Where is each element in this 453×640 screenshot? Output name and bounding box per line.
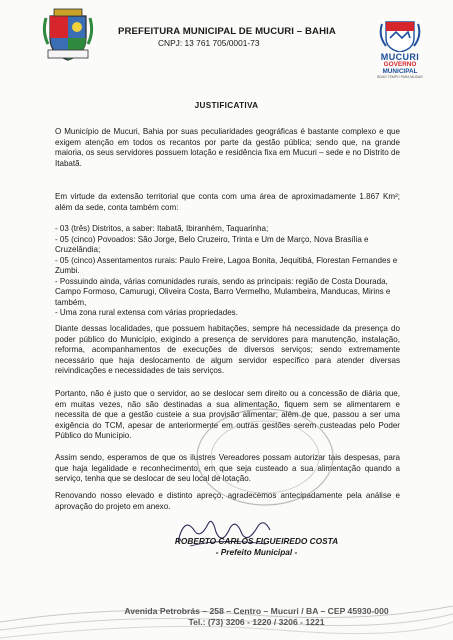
list-item: - 05 (cinco) Assentamentos rurais: Paulo Freire, Lagoa Bonita, Jequitibá, Florestan Fernandes e Zumbi. — [55, 255, 398, 275]
government-logo — [360, 18, 440, 78]
footer-phone: Tel.: (73) 3206 - 1220 / 3206 - 1221 — [188, 617, 325, 627]
header-title: PREFEITURA MUNICIPAL DE MUCURI – BAHIA — [118, 26, 336, 37]
document-title: JUSTIFICATIVA — [194, 101, 259, 110]
paragraph-3: Diante dessas localidades, que possuem habitações, sempre há necessidade da presença do poder público do Município, exigindo a presença de servidores para manutenção, instalação, reforma, acompanhamentos de execuções de diversos serviços; sendo extremamente necessário que haja deslocamento de algum servidor específico para atender diversas reivindicações e necessidades de tais serviços. — [55, 324, 400, 375]
signatory-role: - Prefeito Municipal - — [215, 547, 298, 557]
header-cnpj: CNPJ: 13 761 705/0001-73 — [158, 38, 260, 48]
paragraph-1: O Município de Mucuri, Bahia por suas peculiaridades geográficas é bastante complexo e que exigem atenção em todos os recantos por parte da gestão pública; sendo que, na grande maioria, os seus servidores possuem lotação e residência fixa em Mucuri – sede e no Distrito de Itabatã. — [55, 127, 400, 168]
logo-sub2: MUNICIPAL — [382, 68, 418, 75]
paragraph-6: Renovando nosso elevado e distinto apreço, agradecemos antecipadamente pela análise e aprovação do projeto em anexo. — [55, 491, 400, 511]
municipal-crest-icon — [40, 8, 96, 62]
paragraph-5: Assim sendo, esperamos de que os ilustres Vereadores possam autorizar tais despesas, para que haja legalidade e reconhecimento, em que seja custeado a sua alimentação quando a serviço, tenha que se deslocar de seu local de lotação. — [55, 453, 400, 483]
logo-tagline: BOAS TEMPO PARA MUDAR — [377, 75, 423, 79]
logo-name: MUCURI — [380, 52, 420, 62]
list-item: - Uma zona rural extensa com várias propriedades. — [55, 308, 238, 317]
list-item: - 03 (três) Distritos, a saber: Itabatã, Ibiranhém, Taquarinha; — [55, 224, 269, 233]
list-item: - Possuindo ainda, várias comunidades rurais, sendo as principais: região de Costa Dourada, Campo Formoso, Camurugi, Oliveira Costa, Barro Vermelho, Mulambeira, Manducas, Mirins e também, — [55, 276, 391, 307]
footer-address: Avenida Petrobrás – 258 – Centro – Mucuri / BA – CEP 45930-000 — [124, 606, 389, 616]
list-item: - 05 (cinco) Povoados: São Jorge, Belo Cruzeiro, Trinta e Um de Março, Nova Brasília e Cruzelândia; — [55, 234, 369, 254]
signatory-name: ROBERTO CARLOS FIGUEIREDO COSTA — [174, 536, 339, 546]
paragraph-4: Portanto, não é justo que o servidor, ao se deslocar sem direito ou a concessão de diária que, em muitas vezes, não são destinadas a sua alimentação, fiquem sem se alimentarem e necessita de que a gestão custeie a sua provisão alimentar; além de que, passou a ser uma exigência do TCM, apesar de anteriormente em outras gestões serem custeadas pelo Poder Público do Município. — [55, 389, 400, 440]
town-crest-icon — [360, 18, 440, 52]
logo-sub1: GOVERNO — [383, 61, 417, 68]
logo-subtitle — [360, 61, 440, 75]
official-stamp-icon — [185, 402, 345, 512]
locations-list — [55, 224, 400, 319]
paragraph-2: Em virtude da extensão territorial que conta com uma área de aproximadamente 1.867 Km²; além da sede, conta também com: — [55, 192, 400, 212]
